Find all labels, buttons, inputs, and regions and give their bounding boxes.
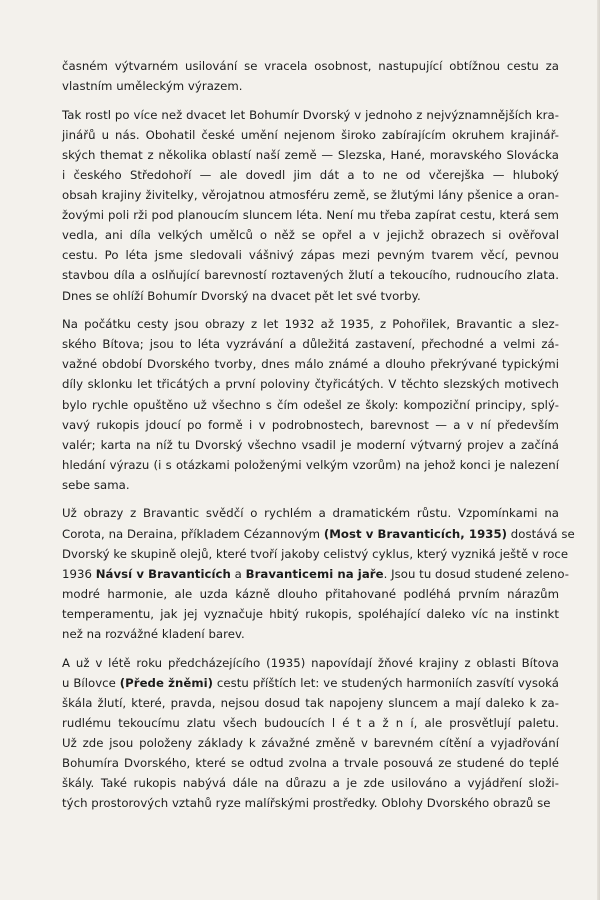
text-line: [62, 395, 559, 415]
text-run: cestu příštích let: ve studených harmoniích zasvítí vysoká: [213, 675, 559, 690]
text-line: [62, 564, 570, 584]
text-line: [62, 125, 559, 145]
text-run: tých prostorových vztahů ryze malířskými prostředky. Oblohy Dvorského obrazů se: [62, 796, 551, 811]
paragraph: [62, 314, 559, 495]
text-run: vedla, ani díla velkých umělců o něž se opřel a v jejichž obrazech si ověřoval: [62, 228, 559, 243]
text-line: [62, 653, 559, 673]
text-line: [62, 415, 559, 435]
text-line: [62, 354, 559, 374]
text-run: dostává se: [507, 526, 575, 541]
text-run: u Bílovce: [62, 675, 120, 690]
text-run: stavbou díla a oslňující barevností roztavených žlutí a tekoucího, rudnoucího zlata.: [62, 268, 559, 283]
text-line: [62, 76, 559, 96]
text-run: škály. Také rukopis nabývá dále na důrazu a je zde usilováno a vyjádření složi-: [62, 776, 559, 791]
text-line: [62, 145, 559, 165]
text-line: [62, 56, 559, 76]
text-run: sebe sama.: [62, 477, 130, 492]
text-run: rudlému tekoucímu zlatu všech budoucích l é t a ž n í, ale prosvětlují paletu.: [62, 715, 559, 730]
text-run: 1936: [62, 566, 96, 581]
text-run: než na rozvážné kladení barev.: [62, 627, 245, 642]
text-line: [62, 713, 559, 733]
paragraph: [62, 503, 575, 644]
text-run: Corota, na Deraina, příkladem Cézannovým: [62, 526, 324, 541]
text-line: [62, 225, 559, 245]
paragraph-gap: [62, 306, 559, 315]
text-run: vavý rukopis jdoucí po formě i v podrobnostech, barevnost — a v ní především: [62, 417, 559, 432]
text-run: važné období Dvorského tvorby, dnes málo známé a dlouho překrývané typickými: [62, 357, 559, 372]
text-line: [62, 374, 559, 394]
text-line: [62, 265, 559, 285]
text-run: ských themat z několika oblastí naší země — Slezska, Hané, moravského Slovácka: [62, 147, 559, 162]
text-run: jinářů u nás. Obohatil české umění nejenom široko zabírajícím okruhem krajinář-: [62, 127, 559, 142]
text-line: [62, 435, 559, 455]
bold-title: Návsí v Bravanticích: [95, 566, 231, 581]
text-line: [62, 544, 569, 564]
text-run: Bohumíra Dvorského, které se odtud zvolna a trvale posouvá ze studené do teplé: [62, 756, 559, 771]
text-line: [62, 105, 559, 125]
paragraph-gap: [62, 96, 559, 105]
text-run: vlastním uměleckým výrazem.: [62, 79, 243, 94]
text-line: [62, 733, 559, 753]
text-line: [62, 475, 559, 495]
text-run: hledání výrazu (i s otázkami položenými velkým vzorům) na jehož konci je nalezení: [62, 457, 559, 472]
text-line: [62, 185, 559, 205]
paragraph-gap: [62, 644, 559, 653]
paragraph: [62, 56, 559, 96]
text-run: díly sklonku let třicátých a první poloviny čtyřicátých. V těchto slezských motivech: [62, 377, 559, 392]
text-run: cestu. Po léta jsme sledovali vášnivý zápas mezi pevným tvarem věcí, pevnou: [62, 248, 559, 263]
text-run: Už obrazy z Bravantic svědčí o rychlém a dramatickém růstu. Vzpomínkami na: [62, 506, 559, 521]
body-text: [62, 56, 575, 813]
text-run: Dnes se ohlíží Bohumír Dvorský na dvacet pět let své tvorby.: [62, 288, 421, 303]
paragraph: [62, 653, 559, 814]
text-line: [62, 753, 559, 773]
bold-title: (Most v Bravanticích, 1935): [323, 526, 508, 541]
text-run: žovými poli rži pod planoucím sluncem léta. Není mu třeba zapírat cestu, která sem: [62, 208, 559, 223]
text-line: [62, 503, 559, 523]
text-line: [62, 773, 559, 793]
text-line: [62, 524, 575, 544]
text-run: modré harmonie, ale uzda kázně dlouho přitahované podléhá prvním nárazům: [62, 586, 559, 601]
text-run: Na počátku cesty jsou obrazy z let 1932 až 1935, z Pohořilek, Bravantic a slez-: [62, 317, 559, 332]
text-run: bylo rychle opuštěno už všechno s čím odešel ze školy: kompoziční principy, splý-: [62, 397, 559, 412]
text-line: [62, 604, 559, 624]
text-run: i českého Středohoří — ale dovedl jim dát a to ne od včerejška — hluboký: [62, 167, 559, 182]
text-line: [62, 693, 559, 713]
text-line: [62, 165, 559, 185]
bold-title: (Přede žněmi): [119, 675, 214, 690]
text-line: [62, 245, 559, 265]
bold-title: Bravanticemi na jaře: [245, 566, 384, 581]
text-line: [62, 584, 559, 604]
text-run: ského Bítova; jsou to léta vyzrávání a důležitá zastavení, přechodné a velmi zá-: [62, 337, 559, 352]
text-line: [62, 334, 559, 354]
text-run: temperamentu, jak jej vyznačuje hbitý rukopis, spoléhající daleko víc na instinkt: [62, 606, 559, 621]
text-run: škála žlutí, které, pravda, nejsou dosud tak napojeny sluncem a mají daleko k za-: [62, 695, 559, 710]
text-run: Tak rostl po více než dvacet let Bohumír Dvorský v jednoho z nejvýznamnějších kra-: [62, 107, 559, 122]
text-run: a: [230, 566, 246, 581]
text-line: [62, 793, 559, 813]
text-run: . Jsou tu dosud studené zeleno-: [383, 566, 570, 581]
text-line: [62, 205, 559, 225]
text-run: A už v létě roku předcházejícího (1935) napovídají žňové krajiny z oblasti Bítova: [62, 655, 559, 670]
text-line: [62, 455, 559, 475]
text-run: Už zde jsou položeny základy k závažné změně v barevném cítění a vyjadřování: [62, 736, 559, 750]
text-run: Dvorský ke skupině olejů, které tvoří jakoby celistvý cyklus, který vyzniká ještě v roce: [62, 546, 569, 561]
paragraph: [62, 105, 559, 306]
text-run: valér; karta na níž tu Dvorský všechno vsadil je moderní výtvarný projev a začíná: [62, 437, 559, 452]
text-run: obsah krajiny živitelky, věrojatnou atmosféru země, se žlutými lány pšenice a oran-: [62, 188, 559, 203]
text-line: [62, 673, 559, 693]
text-line: [62, 314, 559, 334]
text-run: časném výtvarném usilování se vracela osobnost, nastupující obtížnou cestu za: [62, 59, 559, 73]
paragraph-gap: [62, 495, 559, 504]
text-line: [62, 624, 559, 644]
text-line: [62, 286, 559, 306]
